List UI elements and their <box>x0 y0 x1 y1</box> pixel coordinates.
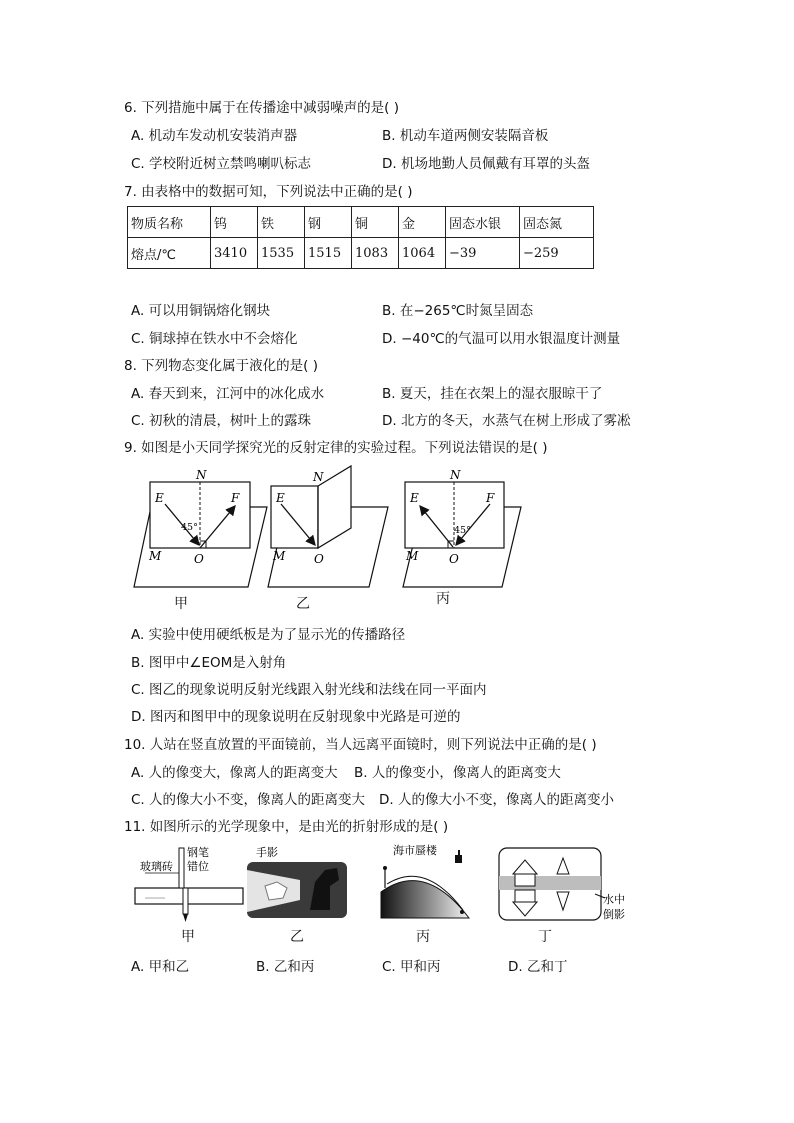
caption-jia: 甲 <box>174 596 188 612</box>
q9-option-d: D. 图丙和图甲中的现象说明在反射现象中光路是可逆的 <box>131 709 461 725</box>
label-offset: 错位 <box>187 860 209 873</box>
pen-nib <box>183 914 188 922</box>
label-e: E <box>410 491 419 505</box>
label-water-center: 水中 <box>603 893 625 906</box>
table-header-cell: 钢 <box>305 207 352 238</box>
q7-option-d: D. −40℃的气温可以用水银温度计测量 <box>382 331 621 347</box>
q8-option-b: B. 夏天，挂在衣架上的湿衣服晾干了 <box>382 386 603 402</box>
q8-stem: 8. 下列物态变化属于液化的是( ) <box>124 358 318 374</box>
picture-bing <box>381 843 469 918</box>
diagram-yi <box>268 466 388 587</box>
table-header-cell: 钨 <box>211 207 258 238</box>
q9-option-a: A. 实验中使用硬纸板是为了显示光的传播路径 <box>131 627 406 643</box>
q9-stem: 9. 如图是小天同学探究光的反射定律的实验过程。下列说法错误的是( ) <box>124 440 548 456</box>
label-f: F <box>486 491 495 505</box>
q7-option-b: B. 在−265℃时氮呈固态 <box>382 303 534 319</box>
q10-stem: 10. 人站在竖直放置的平面镜前，当人远离平面镜时，则下列说法中正确的是( ) <box>124 737 597 753</box>
table-cell: 1083 <box>352 238 399 269</box>
house-reflection-icon <box>515 890 535 902</box>
table-header-cell: 铁 <box>258 207 305 238</box>
q7-option-a: A. 可以用铜锅熔化钢块 <box>131 303 271 319</box>
table-header-cell: 固态氮 <box>520 207 594 238</box>
q11-option-d: D. 乙和丁 <box>508 959 568 975</box>
q7-stem: 7. 由表格中的数据可知，下列说法中正确的是( ) <box>124 184 413 200</box>
table-cell: −39 <box>446 238 520 269</box>
melting-point-table <box>127 206 594 269</box>
q10-option-b: B. 人的像变小，像离人的距离变大 <box>354 765 561 781</box>
label-mirage: 海市蜃楼 <box>393 844 437 857</box>
label-m: M <box>149 549 162 563</box>
label-o: O <box>449 552 459 566</box>
q8-option-a: A. 春天到来，江河中的冰化成水 <box>131 386 325 402</box>
q6-option-d: D. 机场地勤人员佩戴有耳罩的头盔 <box>382 156 590 172</box>
diagram-bing <box>403 468 521 587</box>
label-n: N <box>196 468 207 482</box>
q11-option-c: C. 甲和丙 <box>382 959 441 975</box>
q6-option-a: A. 机动车发动机安装消声器 <box>131 128 298 144</box>
optical-phenomena-figure <box>125 840 635 925</box>
water-surface <box>499 876 601 890</box>
q6-option-b: B. 机动车道两侧安装隔音板 <box>382 128 549 144</box>
label-o: O <box>194 552 204 566</box>
table-header-cell: 铜 <box>352 207 399 238</box>
table-cell: −259 <box>520 238 594 269</box>
mirage-building-icon <box>455 855 462 863</box>
caption-bing: 丙 <box>416 929 430 945</box>
label-glass-brick: 玻璃砖 <box>140 860 173 873</box>
q10-option-d: D. 人的像大小不变，像离人的距离变小 <box>379 792 614 808</box>
diagram-jia <box>134 468 267 587</box>
q8-option-c: C. 初秋的清晨，树叶上的露珠 <box>131 413 312 429</box>
label-e: E <box>155 491 164 505</box>
picture-jia <box>135 845 243 922</box>
q6-option-c: C. 学校附近树立禁鸣喇叭标志 <box>131 156 312 172</box>
label-m: M <box>406 549 419 563</box>
reflection-experiment-figure <box>125 462 535 612</box>
q6-stem: 6. 下列措施中属于在传播途中减弱噪声的是( ) <box>124 100 399 116</box>
label-m: M <box>273 549 286 563</box>
pen-upper <box>179 848 184 888</box>
q8-option-d: D. 北方的冬天，水蒸气在树上形成了雾凇 <box>382 413 631 429</box>
label-reflection: 倒影 <box>603 908 625 921</box>
earth-surface <box>381 881 469 918</box>
table-cell: 1535 <box>258 238 305 269</box>
house-icon <box>515 874 535 886</box>
caption-yi: 乙 <box>290 929 304 945</box>
q9-option-c: C. 图乙的现象说明反射光线跟入射光线和法线在同一平面内 <box>131 682 487 698</box>
label-n: N <box>313 470 324 484</box>
q9-option-b: B. 图甲中∠EOM是入射角 <box>131 655 287 671</box>
pen-lower <box>183 888 188 914</box>
table-header-row <box>128 207 594 238</box>
label-o: O <box>314 552 324 566</box>
label-hand-shadow: 手影 <box>256 846 278 859</box>
q11-stem: 11. 如图所示的光学现象中，是由光的折射形成的是( ) <box>124 819 449 835</box>
q11-option-a: A. 甲和乙 <box>131 959 190 975</box>
table-header-cell: 金 <box>399 207 446 238</box>
table-cell: 1515 <box>305 238 352 269</box>
caption-yi: 乙 <box>296 596 310 612</box>
caption-bing: 丙 <box>436 591 450 607</box>
label-pen: 钢笔 <box>187 846 209 859</box>
table-cell: 3410 <box>211 238 258 269</box>
q10-option-c: C. 人的像大小不变，像离人的距离变大 <box>131 792 366 808</box>
q11-option-b: B. 乙和丙 <box>256 959 315 975</box>
q10-option-a: A. 人的像变大，像离人的距离变大 <box>131 765 338 781</box>
table-header-cell: 物质名称 <box>128 207 211 238</box>
picture-ding <box>499 848 625 921</box>
label-angle: 45° <box>454 525 471 536</box>
caption-jia: 甲 <box>181 929 195 945</box>
table-header-cell: 固态水银 <box>446 207 520 238</box>
label-n: N <box>450 468 461 482</box>
table-row <box>128 238 594 269</box>
picture-yi <box>247 846 347 918</box>
glass-brick <box>135 888 243 904</box>
label-angle: 45° <box>181 522 198 533</box>
label-f: F <box>231 491 240 505</box>
table-cell: 1064 <box>399 238 446 269</box>
caption-ding: 丁 <box>538 929 552 945</box>
label-e: E <box>276 491 285 505</box>
table-row-label: 熔点/℃ <box>128 238 211 269</box>
q7-option-c: C. 铜球掉在铁水中不会熔化 <box>131 331 298 347</box>
